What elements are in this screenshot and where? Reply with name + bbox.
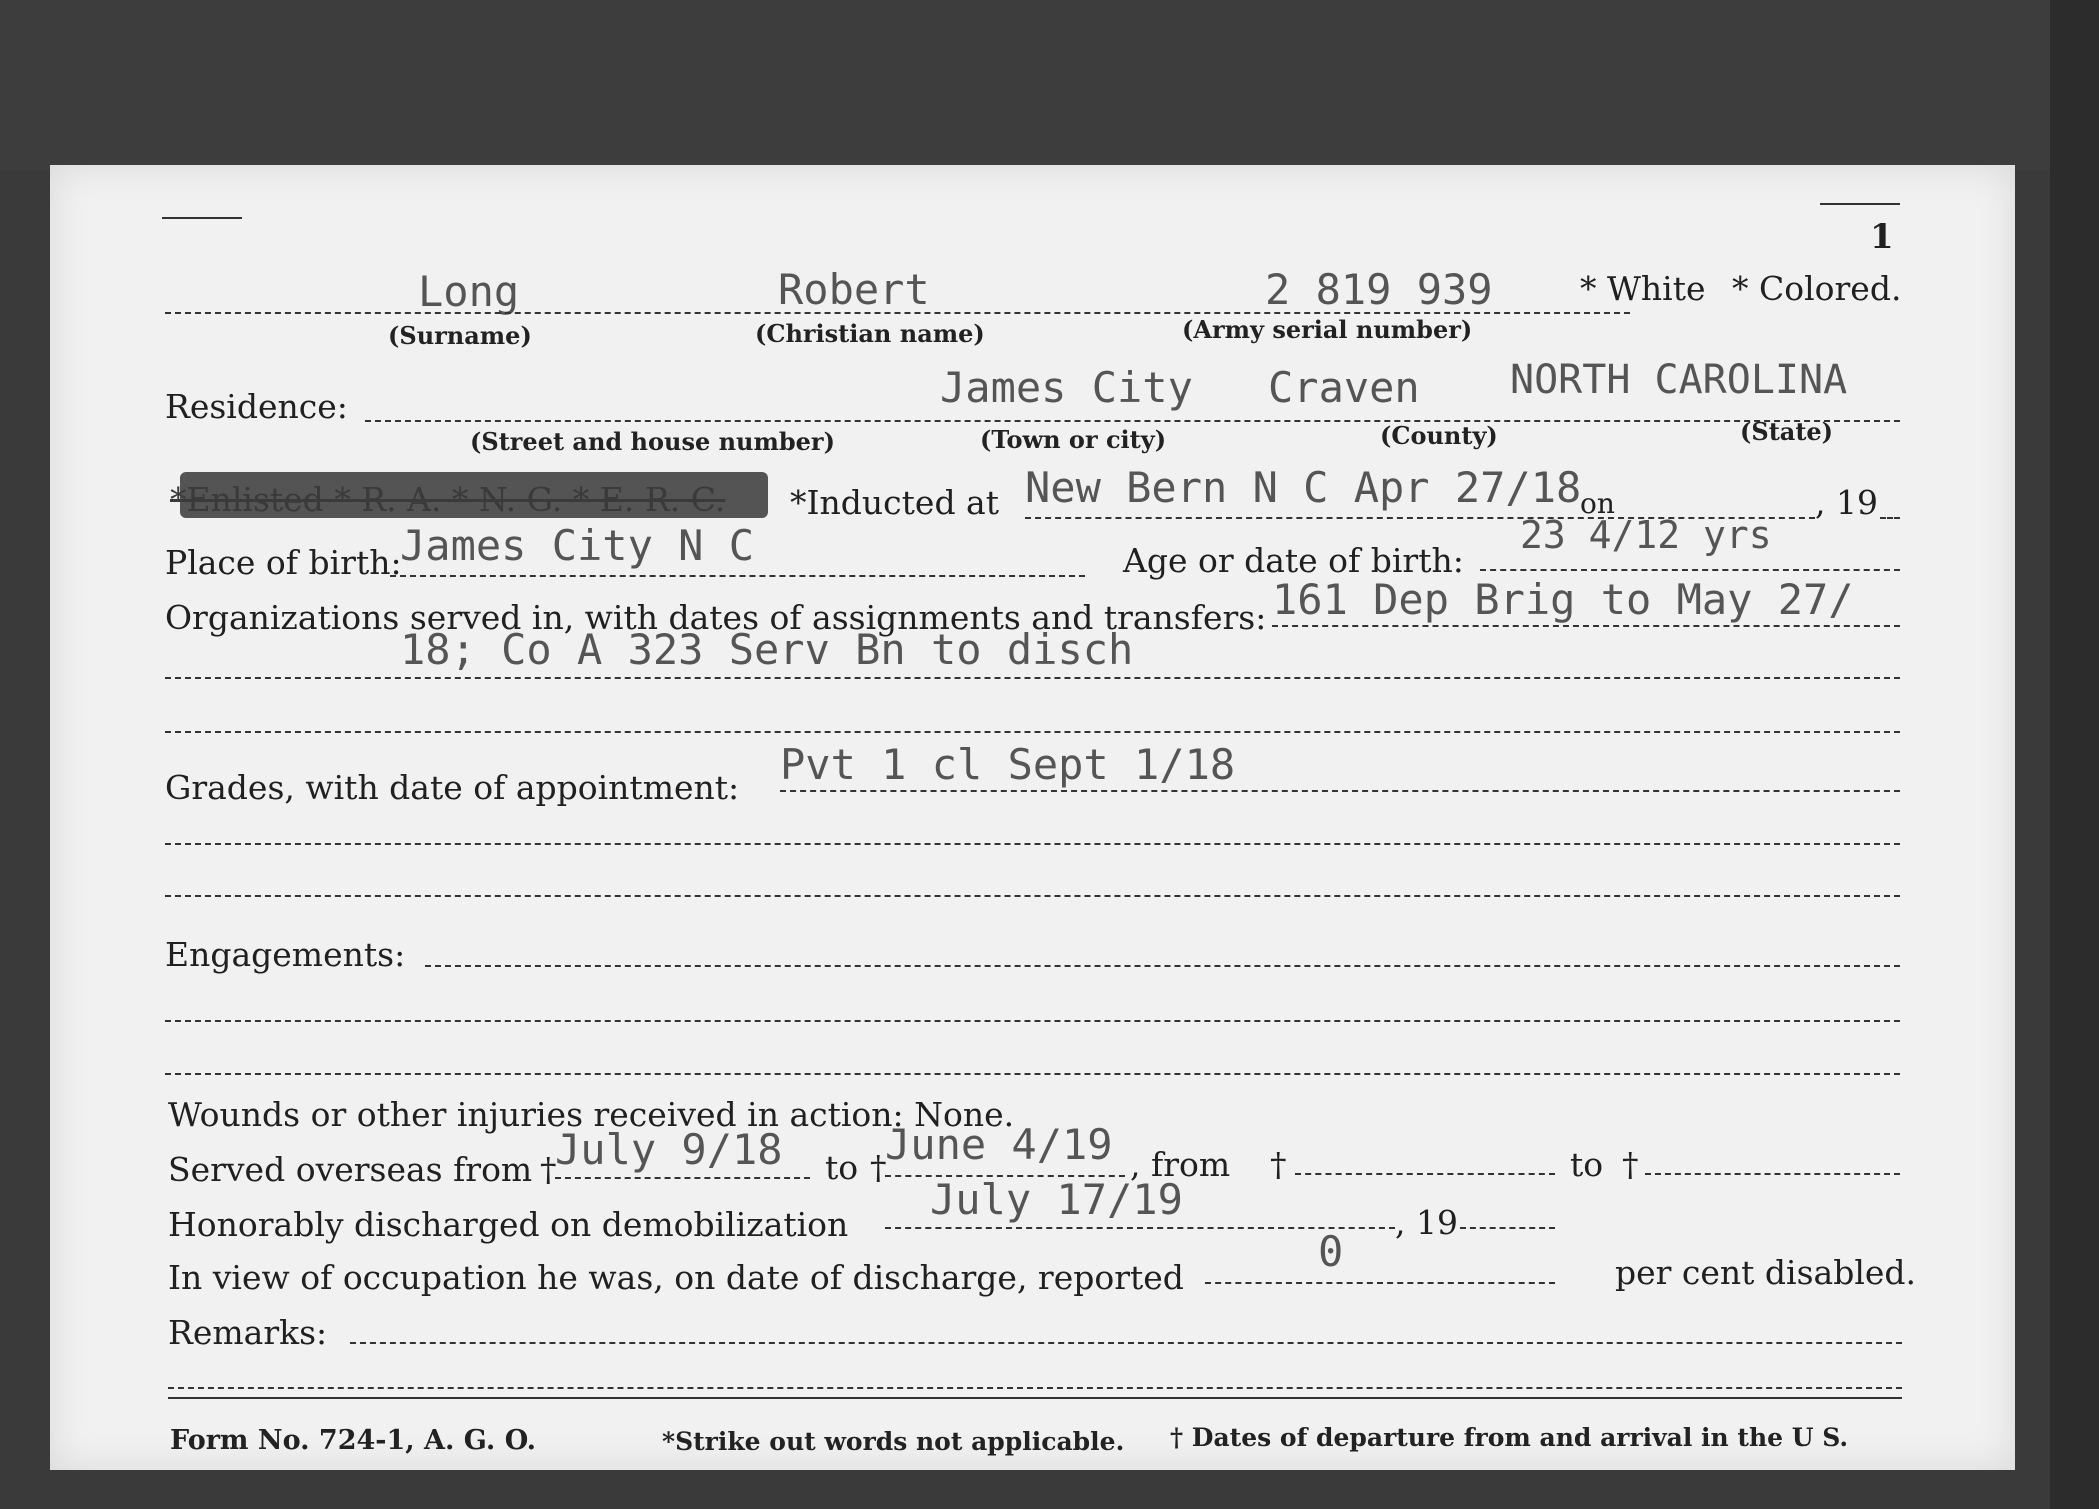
discharge-value: July 17/19: [930, 1175, 1183, 1224]
wounds-text: Wounds or other injuries received in action: None.: [168, 1095, 1015, 1134]
inducted-label: *Inducted at: [790, 483, 999, 522]
residence-line: [365, 420, 1900, 422]
organizations-line2: [165, 677, 1900, 679]
grades-line1: [780, 790, 1900, 792]
state-caption: (State): [1740, 417, 1834, 446]
overseas-from-line: [555, 1177, 810, 1179]
engagements-line1: [425, 965, 1900, 967]
struck-enlistment-text: *Enlisted * R. A. * N. G. * E. R. C.: [170, 480, 726, 519]
form-number: Form No. 724-1, A. G. O.: [170, 1425, 537, 1456]
organizations-value-line2: 18; Co A 323 Serv Bn to disch: [400, 625, 1134, 674]
year-line: [1880, 517, 1900, 519]
serial-number-caption: (Army serial number): [1182, 315, 1473, 344]
disability-label: In view of occupation he was, on date of discharge, reported: [168, 1258, 1184, 1297]
grades-label: Grades, with date of appointment:: [165, 768, 740, 807]
remarks-label: Remarks:: [168, 1313, 328, 1352]
organizations-label: Organizations served in, with dates of assignments and transfers:: [165, 598, 1267, 637]
remarks-line2: [168, 1387, 1902, 1389]
place-of-birth-line: [390, 575, 1085, 577]
served-overseas-label: Served overseas from: [168, 1150, 533, 1189]
organizations-line3: [165, 731, 1900, 733]
overseas-to-label: to: [825, 1148, 859, 1187]
engagements-label: Engagements:: [165, 935, 406, 974]
discharge-year-label: , 19: [1395, 1203, 1458, 1242]
on-label: on: [1580, 487, 1615, 520]
top-left-rule: [162, 217, 242, 219]
top-right-rule: [1820, 203, 1900, 205]
disability-value: 0: [1318, 1227, 1344, 1276]
town-value: James City: [940, 363, 1193, 412]
disability-line: [1205, 1282, 1555, 1284]
residence-label: Residence:: [165, 387, 348, 426]
place-of-birth-label: Place of birth:: [165, 543, 402, 582]
dates-note: † Dates of departure from and arrival in the U S.: [1170, 1423, 1849, 1452]
county-caption: (County): [1380, 421, 1498, 450]
age-value: 23 4/12 yrs: [1520, 513, 1772, 557]
serial-number-value: 2 819 939: [1265, 265, 1493, 314]
overseas-from-value: July 9/18: [555, 1125, 783, 1174]
organizations-value-line1: 161 Dep Brig to May 27/: [1272, 575, 1854, 624]
dagger-1: †: [540, 1150, 557, 1189]
inducted-value: New Bern N C Apr 27/18: [1025, 463, 1582, 512]
dagger-3: †: [1270, 1145, 1287, 1184]
engagements-line2: [165, 1020, 1900, 1022]
surname-value: Long: [418, 267, 520, 316]
christian-name-caption: (Christian name): [755, 319, 985, 348]
dagger-4: †: [1622, 1145, 1639, 1184]
name-row-line: [165, 312, 1630, 314]
discharge-year-line: [1460, 1227, 1555, 1229]
footer-rule: [168, 1397, 1902, 1399]
surname-caption: (Surname): [388, 321, 532, 350]
age-line: [1480, 569, 1900, 571]
age-label: Age or date of birth:: [1123, 541, 1464, 580]
disability-suffix: per cent disabled.: [1615, 1253, 1917, 1292]
to-2-label: to: [1570, 1145, 1604, 1184]
service-record-card: [50, 165, 2015, 1470]
colored-label: * Colored.: [1732, 269, 1902, 308]
page-number: 1: [1870, 217, 1894, 257]
remarks-line1: [350, 1342, 1902, 1344]
grades-line2: [165, 843, 1900, 845]
grades-value: Pvt 1 cl Sept 1/18: [780, 740, 1236, 789]
town-caption: (Town or city): [980, 425, 1167, 454]
christian-name-value: Robert: [778, 265, 930, 314]
engagements-line3: [165, 1073, 1900, 1075]
discharge-label: Honorably discharged on demobilization: [168, 1205, 849, 1244]
white-label: * White: [1580, 269, 1706, 308]
dagger-2: †: [870, 1148, 887, 1187]
street-caption: (Street and house number): [470, 427, 835, 456]
to-2-line: [1645, 1173, 1900, 1175]
from-2-label: , from: [1130, 1145, 1231, 1184]
year-19-label: , 19: [1815, 483, 1878, 522]
dark-background-right: [2050, 0, 2099, 1509]
from-2-line: [1295, 1173, 1555, 1175]
state-value: NORTH CAROLINA: [1510, 357, 1848, 403]
strike-out-note: *Strike out words not applicable.: [662, 1427, 1125, 1456]
county-value: Craven: [1268, 363, 1420, 412]
place-of-birth-value: James City N C: [400, 521, 755, 570]
organizations-line1: [1272, 625, 1900, 627]
grades-line3: [165, 895, 1900, 897]
dark-background-top: [0, 0, 2099, 170]
overseas-to-value: June 4/19: [885, 1120, 1113, 1169]
